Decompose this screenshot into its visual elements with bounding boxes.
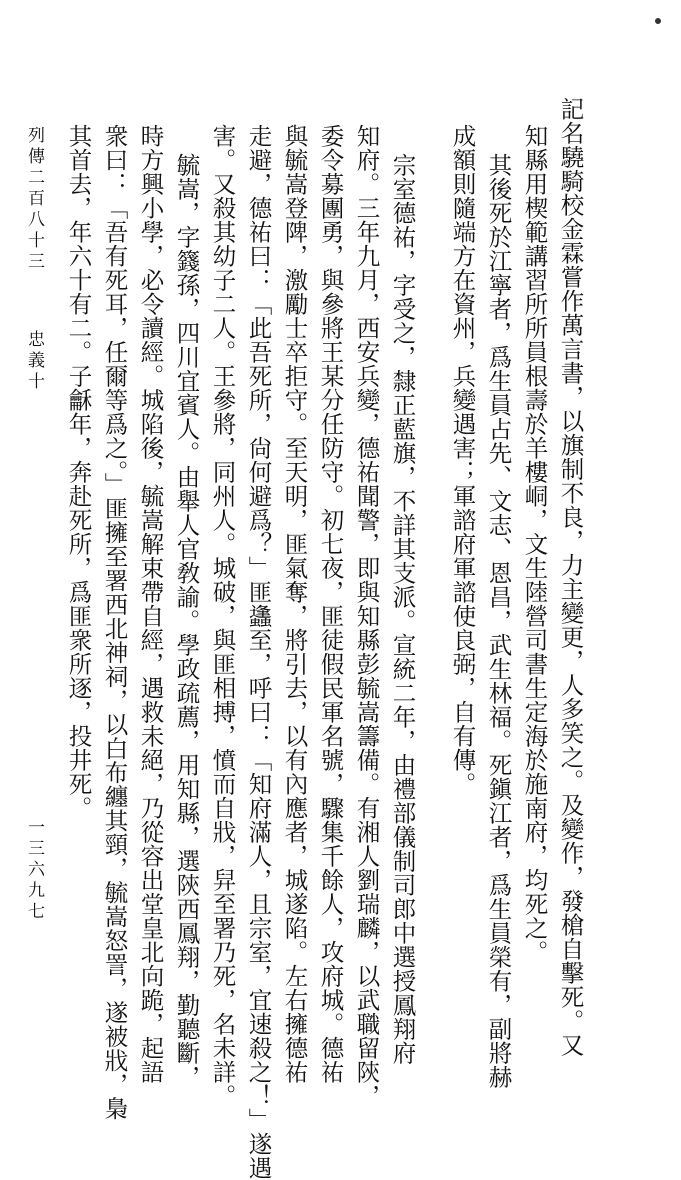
section-label: 忠義十 bbox=[24, 330, 44, 393]
text-column-12: 時方興小學，必令讀經。城陷後，毓嵩解束帶自經，遇救未絕，乃從容出堂皇北向跪，起語 bbox=[136, 124, 165, 1084]
text-column-5: 宗室德祐，字受之，隸正藍旗，不詳其支派。宣統二年，由禮部儀制司郎中選授鳳翔府 bbox=[388, 153, 417, 1065]
chapter-label: 列傳二百八十三 bbox=[24, 126, 44, 273]
scan-mark bbox=[655, 18, 661, 24]
text-column-6: 知府。三年九月，西安兵變，德祐聞警，即與知縣彭毓嵩籌備。有湘人劉瑞麟，以武職留陝， bbox=[352, 124, 381, 1108]
text-column-9: 走避，德祐曰：「此吾死所，尙何避爲？」匪蠭至，呼曰：「知府滿人，且宗室，宜速殺之！」遂遇 bbox=[244, 124, 273, 1180]
text-column-7: 委令募團勇，與參將王某分任防守。初七夜，匪徒假民軍名號，驟集千餘人，攻府城。德祐 bbox=[316, 124, 345, 1084]
text-column-1: 記名驍騎校金霖嘗作萬言書，以旗制不良，力主變更，人多笑之。及變作，發槍自擊死。又 bbox=[556, 97, 585, 1057]
text-column-13: 衆曰：「吾有死耳，任爾等爲之。」匪擁至署西北神祠，以白布纏其頸，毓嵩怒詈，遂被戕，梟 bbox=[100, 124, 129, 1121]
page-number: 一三六九七 bbox=[24, 818, 44, 923]
text-column-11: 毓嵩，字籛孫，四川宜賓人。由舉人官敎諭。學政疏薦，用知縣，選陝西鳳翔，勤聽斷， bbox=[172, 153, 201, 1089]
text-column-8: 與毓嵩登陴，激勵士卒拒守。至天明，匪氣奪，將引去，以有內應者，城遂陷。左右擁德祐 bbox=[280, 124, 309, 1084]
text-column-14: 其首去，年六十有二。子龢年，奔赴死所，爲匪衆所逐，投井死。 bbox=[64, 124, 93, 820]
text-column-2: 知縣用楔範講習所所員根壽於羊樓峒，文生陸營司書生定海於施南府，均死之。 bbox=[520, 124, 549, 964]
text-column-10: 害。又殺其幼子二人。王參將，同州人。城破，與匪相搏，憤而自戕，舁至署乃死，名未詳。 bbox=[208, 124, 237, 1108]
text-column-4: 成額則隨端方在資州，兵變遇害；軍諮府軍諮使良弼，自有傳。 bbox=[448, 124, 477, 796]
text-column-3: 其後死於江寧者，爲生員占先、文志、恩昌，武生林福。死鎭江者，爲生員榮有，副將赫 bbox=[484, 153, 513, 1089]
